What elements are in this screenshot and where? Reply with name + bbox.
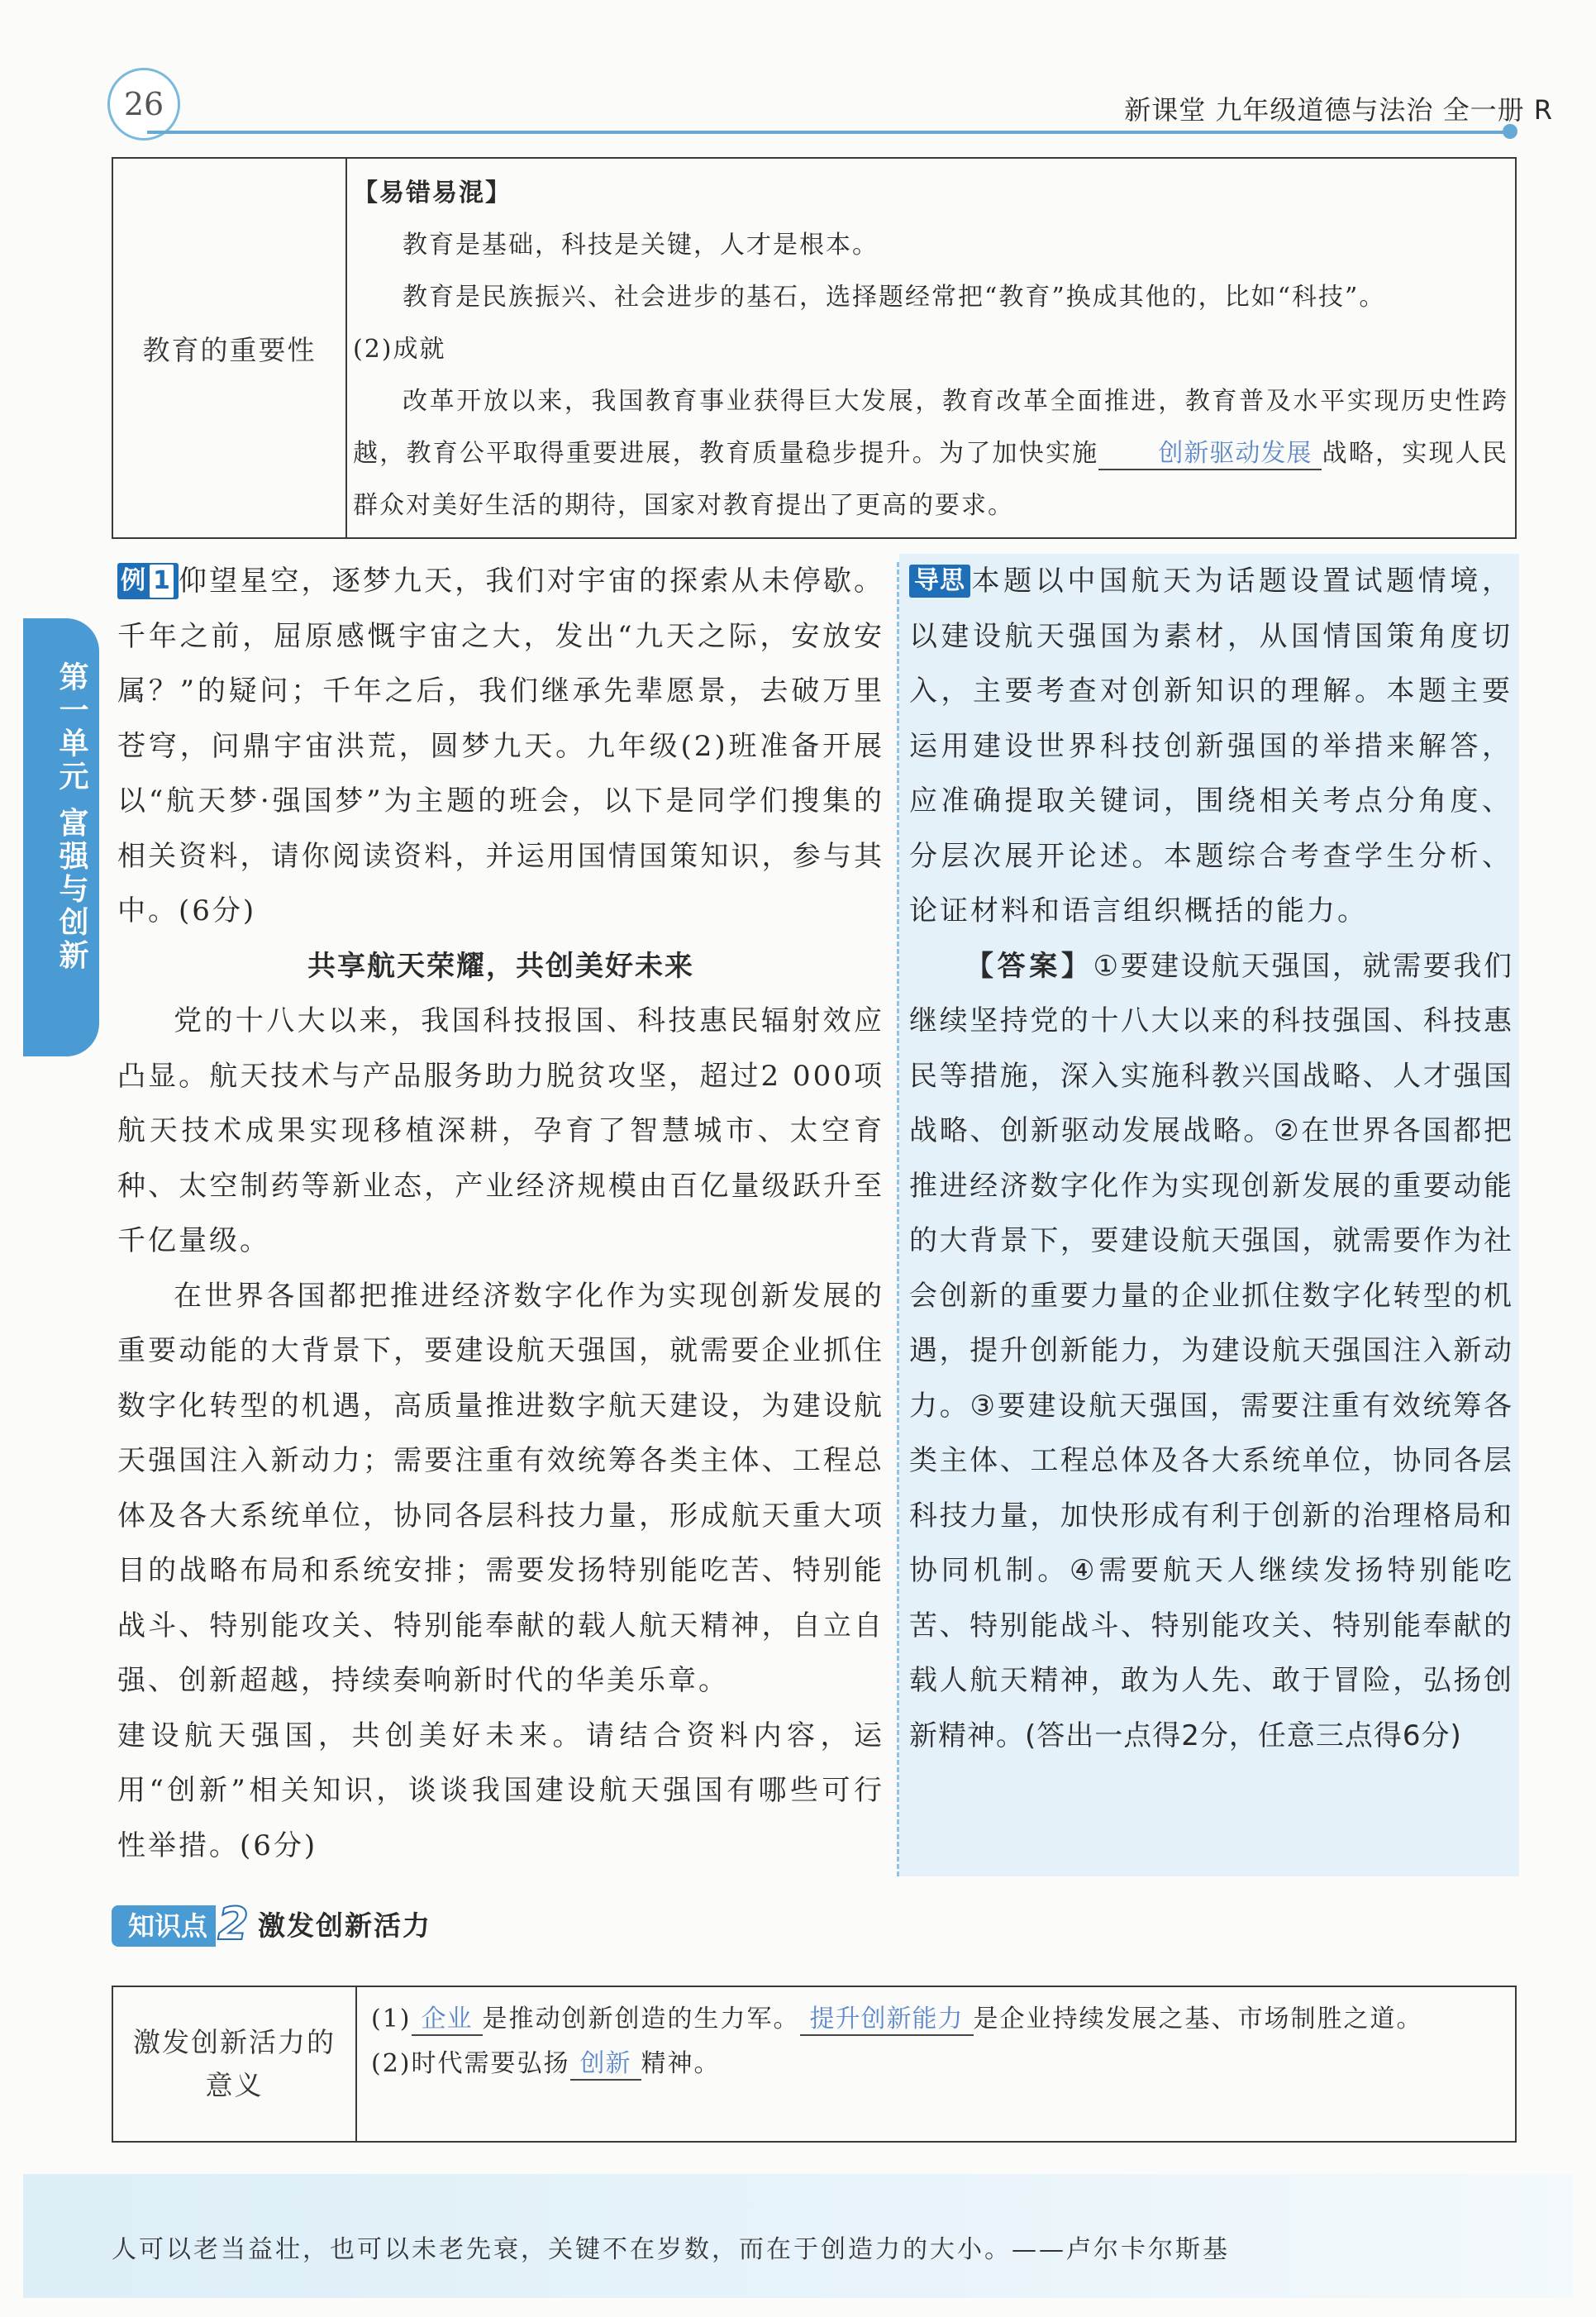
example-intro (117, 554, 884, 939)
fill-blank-answer: 创新驱动发展 (1098, 439, 1322, 470)
table2-line-1 (371, 1997, 1510, 2042)
easy-mistake-label: 【易错易混】 (353, 179, 512, 207)
table-cell-content (353, 167, 1508, 532)
innovation-vitality-table (112, 1986, 1517, 2143)
table2-line-2 (371, 2042, 1510, 2086)
fill-blank-answer: 提升创新能力 (800, 2005, 974, 2036)
line1-suffix: 是企业持续发展之基、市场制胜之道。 (973, 2005, 1423, 2033)
fill-blank-answer: 创新 (570, 2049, 641, 2081)
table-row-label (113, 1987, 357, 2141)
knowledge-point-badge: 知识点 (112, 1905, 216, 1947)
example-intro-text: 仰望星空，逐梦九天，我们对宇宙的探索从未停歇。千年之前，屈原感慨宇宙之大，发出“九天之际，安放安属？”的疑问；千年之后，我们继承先辈愿景，去破万里苍穹，问鼎宇宙洪荒，圆梦九天。九年级(2)班准备开展以“航天梦·强国梦”为主题的班会，以下是同学们搜集的相关资料，请你阅读资料，并运用国情国策知识，参与其中。(6分) (117, 565, 884, 927)
answer-text: ①要建设航天强国，就需要我们继续坚持党的十八大以来的科技强国、科技惠民等措施，深入实施科教兴国战略、人才强国战略、创新驱动发展战略。②在世界各国都把推进经济数字化作为实现创新发展的重要动能的大背景下，要建设航天强国，就需要作为社会创新的重要力量的企业抓住数字化转型的机遇，提升创新能力，为建设航天强国注入新动力。③要建设航天强国，需要注重有效统筹各类主体、工程总体及各大系统单位，协同各层科技力量，加快形成有利于创新的治理格局和协同机制。④需要航天人继续发扬特别能吃苦、特别能战斗、特别能攻关、特别能奉献的载人航天精神，敢为人先、敢于冒险，弘扬创新精神。(答出一点得2分，任意三点得6分) (909, 949, 1513, 1752)
example-number: 1 (148, 563, 175, 599)
answer-paragraph (909, 939, 1513, 1764)
column-divider (897, 562, 899, 1876)
line1-prefix: (1) (371, 2005, 412, 2033)
example-question-prompt: 建设航天强国，共创美好未来。请结合资料内容，运用“创新”相关知识，谈谈我国建设航天强国有哪些可行性举措。(6分) (117, 1719, 884, 1862)
line1-mid: 是推动创新创造的生力军。 (482, 2005, 800, 2033)
header-rule (147, 131, 1511, 134)
unit-side-tab-label: 第一单元 富强与创新 (55, 661, 88, 973)
material-paragraph-2: 在世界各国都把推进经济数字化作为实现创新发展的重要动能的大背景下，要建设航天强国，就需要企业抓住数字化转型的机遇，高质量推进数字航天建设，为建设航天强国注入新动力；需要注重有效统筹各类主体、工程总体及各大系统单位，协同各层科技力量，形成航天重大项目的战略布局和系统安排；需要发扬特别能吃苦、特别能战斗、特别能攻关、特别能奉献的载人航天精神，自立自强、创新超越，持续奏响新时代的华美乐章。 (117, 1279, 884, 1697)
education-importance-table (112, 157, 1517, 539)
fill-blank-answer: 企业 (412, 2005, 483, 2036)
example-question (117, 554, 884, 1873)
material-paragraph-1: 党的十八大以来，我国科技报国、科技惠民辐射效应凸显。航天技术与产品服务助力脱贫攻坚，超过2 000项航天技术成果实现移植深耕，孕育了智慧城市、太空育种、太空制药等新业态，产业经济规模由百亿量级跃升至千亿量级。 (117, 1004, 884, 1257)
material-title: 共享航天荣耀，共创美好未来 (307, 949, 694, 983)
knowledge-point-number: 2 (217, 1898, 249, 1950)
example-badge: 例 1 (117, 563, 179, 599)
answer-label: 【答案】 (965, 949, 1093, 983)
guide-text: 本题以中国航天为话题设置试题情境，以建设航天强国为素材，从国情国策角度切入，主要考查对创新知识的理解。本题主要运用建设世界科技创新强国的举措来解答，应准确提取关键词，围绕相关考点分角度、分层次展开论述。本题综合考查学生分析、论证材料和语言组织概括的能力。 (909, 565, 1513, 927)
book-title: 新课堂 九年级道德与法治 全一册 R (1124, 94, 1553, 126)
table-cell-content (371, 1997, 1510, 2086)
easy-mistake-line-1: 教育是基础，科技是关键，人才是根本。 (403, 231, 879, 260)
knowledge-point-title: 激发创新活力 (258, 1909, 431, 1942)
guide-badge: 导思 (909, 565, 970, 598)
table-row-label: 教育的重要性 (113, 159, 347, 537)
line2-suffix: 精神。 (641, 2049, 721, 2078)
line2-prefix: (2)时代需要弘扬 (371, 2049, 570, 2078)
achievement-text-after: 战略，实现人民群众对美好生活的期待，国家对教育提出了更高的要求。 (353, 439, 1509, 520)
guide-and-answer (909, 554, 1513, 1763)
achievement-label: (2)成就 (353, 335, 446, 364)
guide-paragraph (909, 554, 1513, 939)
page-number: 26 (107, 68, 180, 141)
easy-mistake-line-2: 教育是民族振兴、社会进步的基石，选择题经常把“教育”换成其他的，比如“科技”。 (403, 283, 1386, 312)
row-label-line-1: 激发创新活力的 (133, 2026, 336, 2058)
footer-quote: 人可以老当益壮，也可以未老先衰，关键不在岁数，而在于创造力的大小。——卢尔卡尔斯基 (112, 2235, 1230, 2264)
row-label-line-2: 意义 (205, 2069, 264, 2101)
achievement-paragraph (353, 375, 1508, 532)
achievement-text-before: 改革开放以来，我国教育事业获得巨大发展，教育改革全面推进，教育普及水平实现历史性跨越，教育公平取得重要进展，教育质量稳步提升。为了加快实施 (353, 387, 1508, 468)
